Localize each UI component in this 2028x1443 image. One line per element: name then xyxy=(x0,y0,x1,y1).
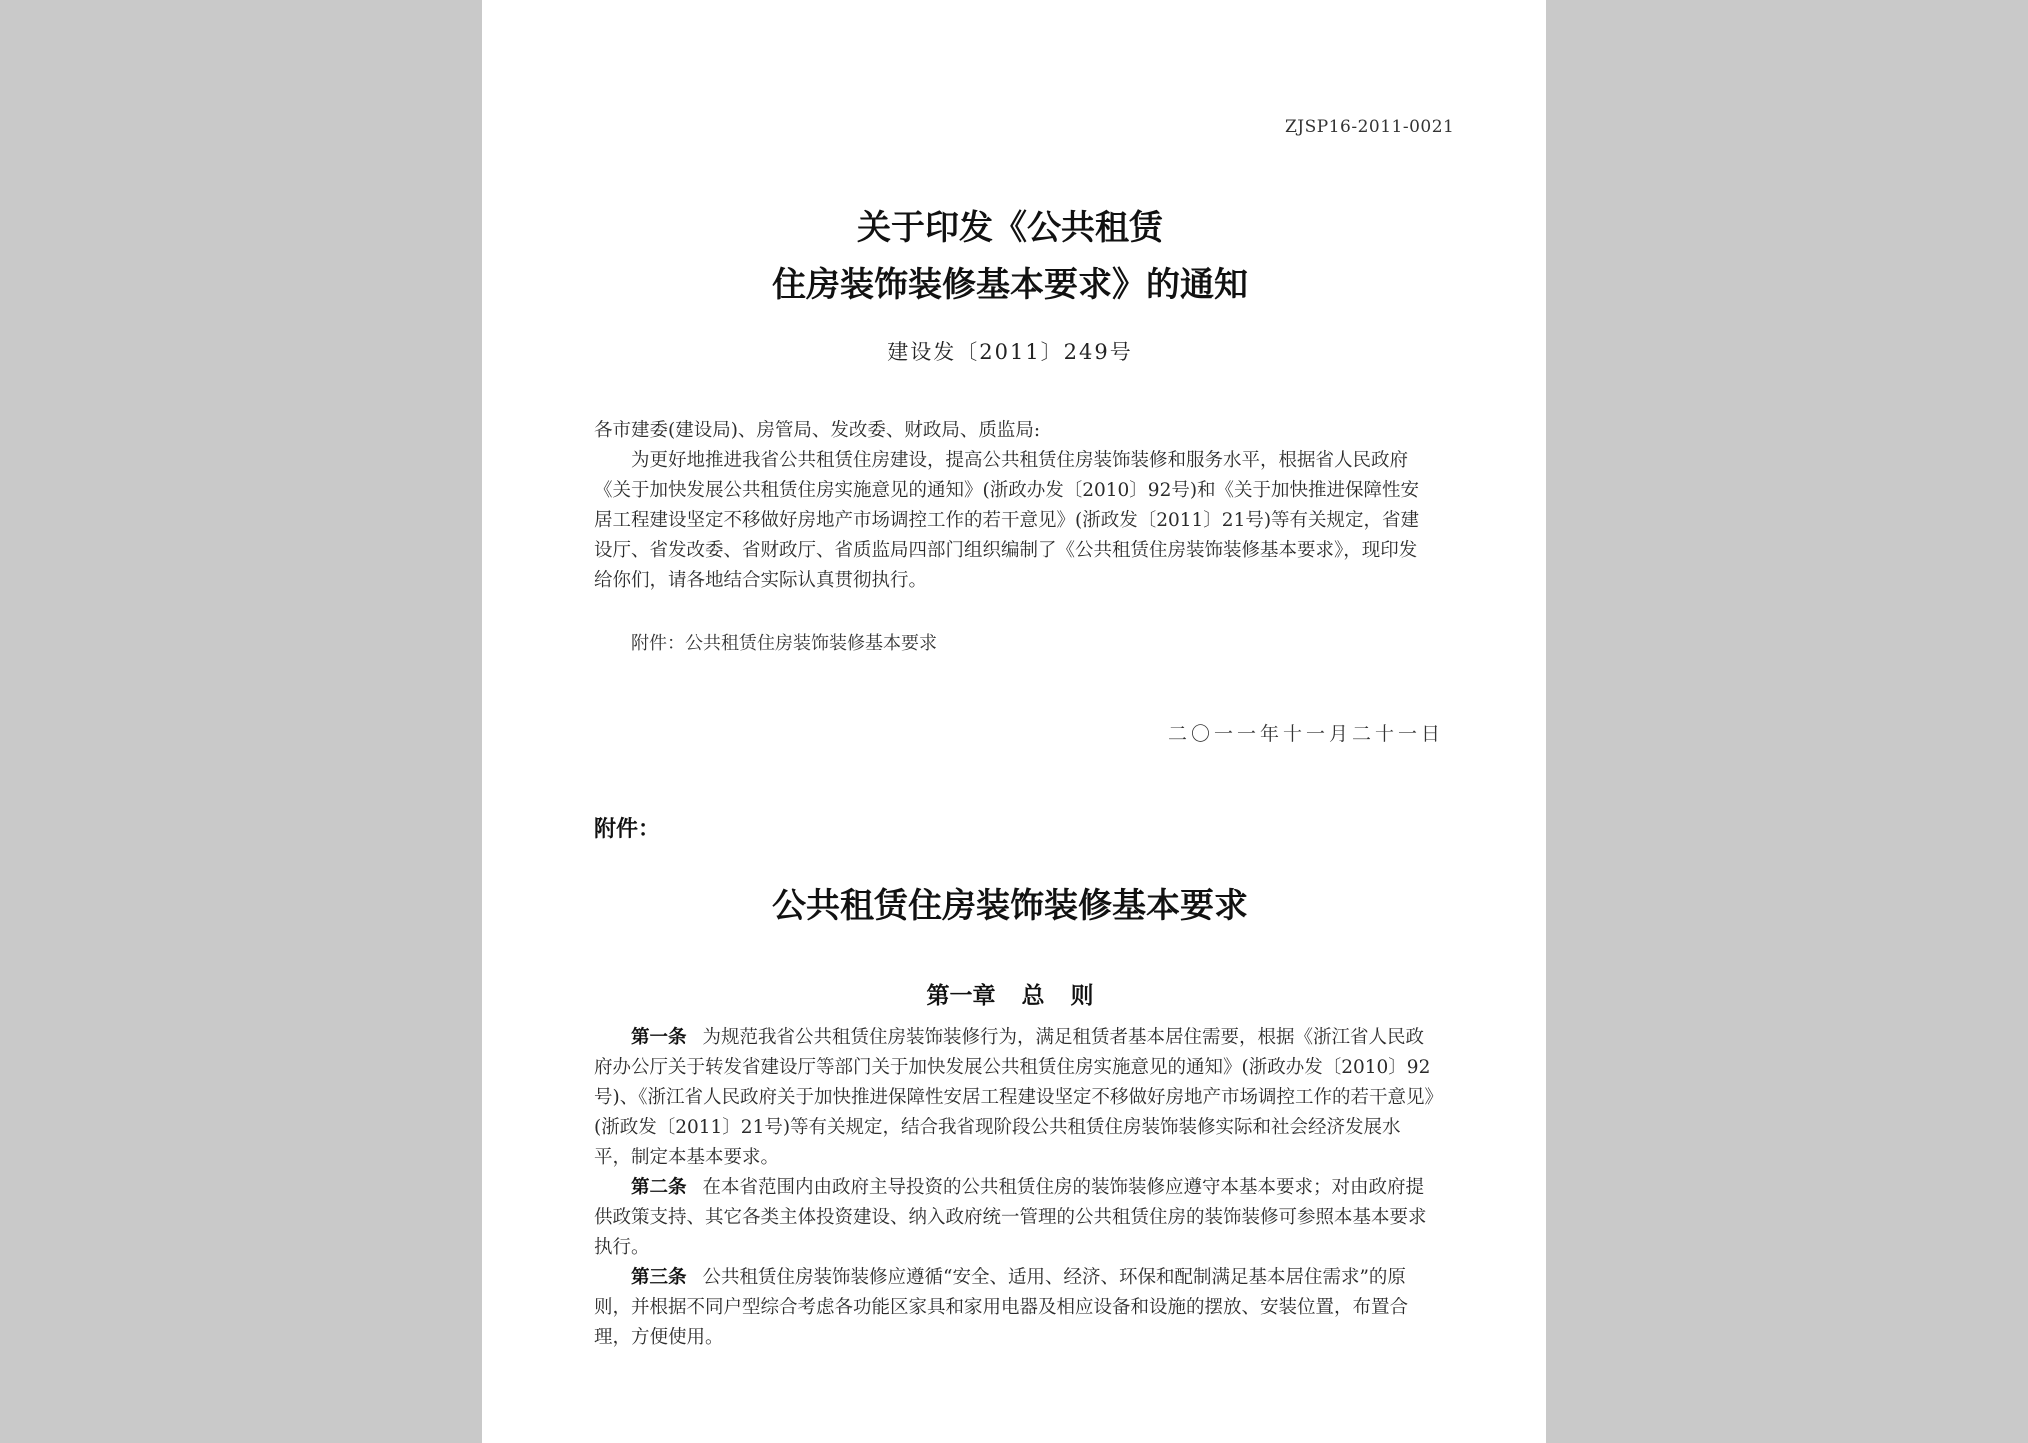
attachment-heading: 附件： xyxy=(594,816,661,842)
article-2-label: 第二条 xyxy=(631,1177,687,1198)
notice-body-paragraph: 为更好地推进我省公共租赁住房建设，提高公共租赁住房装饰装修和服务水平，根据省人民政府《关于加快发展公共租赁住房实施意见的通知》(浙政办发〔2010〕92号)和《关于加快推进保障性安居工程建设坚定不移做好房地产市场调控工作的若干意见》(浙政发〔2011〕21号)等有关规定，省建设厅、省发改委、省财政厅、省质监局四部门组织编制了《公共租赁住房装饰装修基本要求》，现印发给你们，请各地结合实际认真贯彻执行。 xyxy=(594,450,1420,591)
article-1-label: 第一条 xyxy=(631,1027,687,1048)
article-3-text: 公共租赁住房装饰装修应遵循“安全、适用、经济、环保和配制满足基本居住需求”的原则，并根据不同户型综合考虑各功能区家具和家用电器及相应设备和设施的摆放、安装位置，布置合理，方便使用。 xyxy=(594,1267,1409,1348)
notice-body xyxy=(594,446,1434,596)
attachment-title: 公共租赁住房装饰装修基本要求 xyxy=(772,886,1248,926)
notice-title-line-1: 关于印发《公共租赁 xyxy=(857,208,1163,248)
articles-section xyxy=(594,1023,1434,1353)
document-code: ZJSP16-2011-0021 xyxy=(1285,117,1455,137)
addressee-text: 各市建委(建设局)、房管局、发改委、财政局、质监局: xyxy=(594,420,1041,441)
article-2 xyxy=(594,1173,1434,1263)
issue-date: 二〇一一年十一月二十一日 xyxy=(1168,723,1445,745)
article-3-label: 第三条 xyxy=(631,1267,687,1288)
article-2-text: 在本省范围内由政府主导投资的公共租赁住房的装饰装修应遵守本基本要求；对由政府提供政策支持、其它各类主体投资建设、纳入政府统一管理的公共租赁住房的装饰装修可参照本基本要求执行。 xyxy=(594,1177,1427,1258)
attachment-note: 附件：公共租赁住房装饰装修基本要求 xyxy=(631,633,937,654)
notice-addressee xyxy=(594,416,1434,446)
document-number: 建设发〔2011〕249号 xyxy=(887,340,1133,364)
article-1 xyxy=(594,1023,1434,1173)
article-1-text: 为规范我省公共租赁住房装饰装修行为，满足租赁者基本居住需要，根据《浙江省人民政府办公厅关于转发省建设厅等部门关于加快发展公共租赁住房实施意见的通知》(浙政办发〔2010〕92号)、《浙江省人民政府关于加快推进保障性安居工程建设坚定不移做好房地产市场调控工作的若干意见》(浙政发〔2011〕21号)等有关规定，结合我省现阶段公共租赁住房装饰装修实际和社会经济发展水平，制定本基本要求。 xyxy=(594,1027,1434,1168)
article-3 xyxy=(594,1263,1434,1353)
chapter-heading: 第一章 总 则 xyxy=(926,982,1094,1009)
notice-title-line-2: 住房装饰装修基本要求》的通知 xyxy=(772,265,1248,305)
